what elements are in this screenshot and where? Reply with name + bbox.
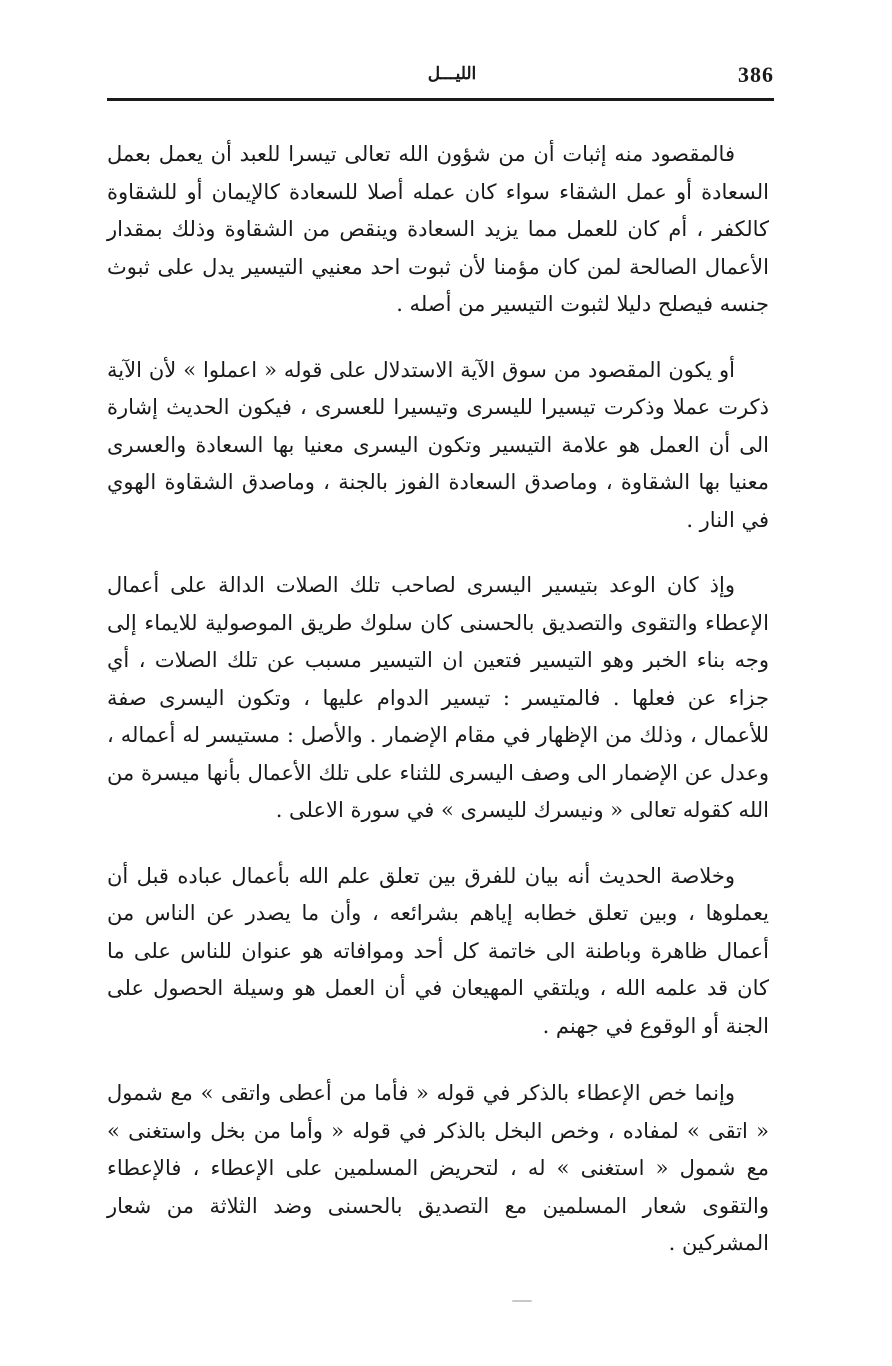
page-header (107, 58, 774, 100)
paragraph-2: أو يكون المقصود من سوق الآية الاستدلال على قوله « اعملوا » لأن الآية ذكرت عملا وذكرت تيسيرا لليسرى وتيسيرا للعسرى ، فيكون الحديث إشارة الى أن العمل هو علامة التيسير وتكون اليسرى معنيا بها السعادة والعسرى معنيا بها الشقاوة ، وماصدق السعادة الفوز بالجنة ، وماصدق الشقاوة الهوي في النار . (107, 357, 769, 532)
paragraph-5: وإنما خص الإعطاء بالذكر في قوله « فأما من أعطى واتقى » مع شمول « اتقى » لمفاده ، وخص البخل بالذكر في قوله « وأما من بخل واستغنى » مع شمول « استغنى » له ، لتحريض المسلمين على الإعطاء ، فالإعطاء والتقوى شعار المسلمين مع التصديق بالحسنى وضد الثلاثة من شعار المشركين . (107, 1081, 769, 1255)
paragraph-3: وإذ كان الوعد بتيسير اليسرى لصاحب تلك الصلات الدالة على أعمال الإعطاء والتقوى والتصديق بالحسنى كان سلوك طريق الموصولية للايماء إلى وجه بناء الخبر وهو التيسير فتعين ان التيسير مسبب عن تلك الصلات ، أي جزاء عن فعلها . فالمتيسر : تيسير الدوام عليها ، وتكون اليسرى صفة للأعمال ، وذلك من الإظهار في مقام الإضمار . والأصل : مستيسر له أعماله ، وعدل عن الإضمار الى وصف اليسرى للثناء على تلك الأعمال بأنها ميسرة من الله كقوله تعالى « ونيسرك لليسرى » في سورة الاعلى . (107, 573, 769, 822)
running-title: الليـــل (427, 64, 477, 84)
scan-mark (512, 1300, 532, 1302)
header-rule (107, 98, 774, 101)
paragraph-4: وخلاصة الحديث أنه بيان للفرق بين تعلق علم الله بأعمال عباده قبل أن يعملوها ، وبين تعلق خطابه إياهم بشرائعه ، وأن ما يصدر عن الناس من أعمال ظاهرة وباطنة الى خاتمة كل أحد وموافاته هو عنوان للناس على ما كان قد علمه الله ، ويلتقي المهيعان في أن العمل هو وسيلة الحصول على الجنة أو الوقوع في جهنم . (107, 863, 769, 1038)
body-text (107, 136, 769, 1289)
page-number: 386 (738, 62, 774, 87)
paragraph-1: فالمقصود منه إثبات أن من شؤون الله تعالى تيسرا للعبد أن يعمل بعمل السعادة أو عمل الشقاء سواء كان عمله أصلا للسعادة كالإيمان أو للشقاوة كالكفر ، أم كان للعمل مما يزيد السعادة وينقص من الشقاوة وذلك بمقدار الأعمال الصالحة لمن كان مؤمنا لأن ثبوت احد معنيي التيسير يدل على ثبوث جنسه فيصلح دليلا لثبوت التيسير من أصله . (107, 142, 769, 316)
